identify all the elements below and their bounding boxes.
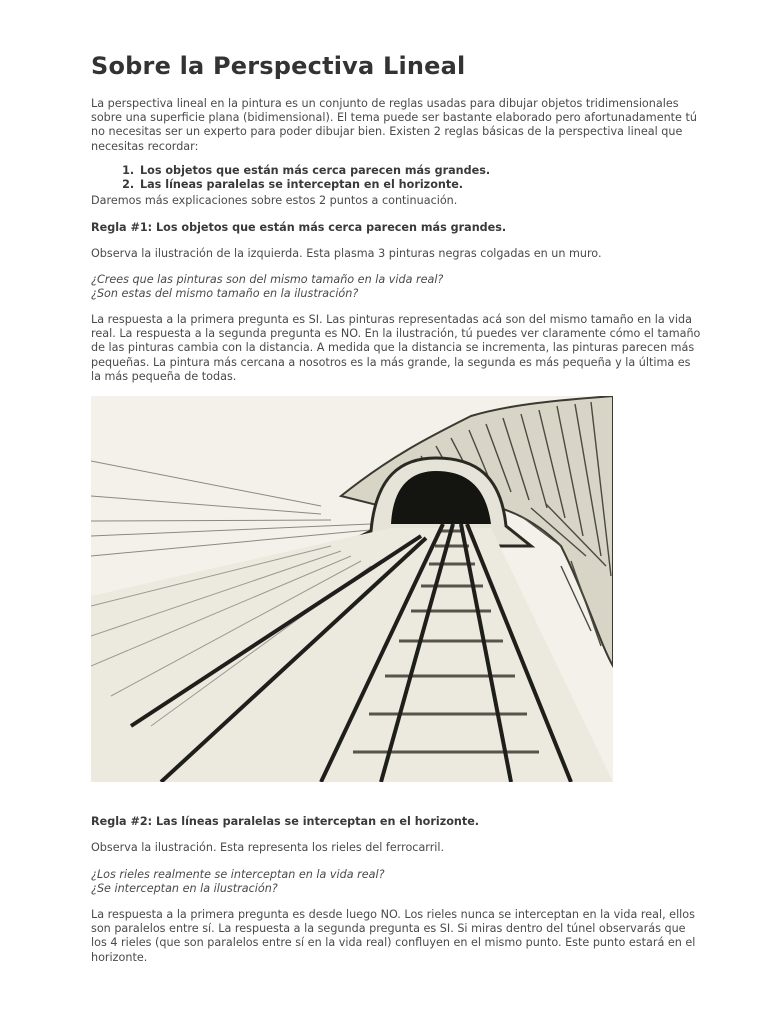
rule2-answer-paragraph: La respuesta a la primera pregunta es desde luego NO. Los rieles nunca se interceptan en la vida real, ellos son paralelos entre sí. La respuesta a la segunda pregunta es SI. Si miras dentro del túnel observarás que los 4 rieles (que son paralelos entre sí en la vida real) confluyen en el mismo punto. Este punto estará en el horizonte. bbox=[91, 908, 696, 964]
rule2-question-1: ¿Los rieles realmente se interceptan en la vida real? bbox=[91, 868, 385, 881]
tunnel-sketch-svg bbox=[91, 396, 613, 782]
rule1-answer-paragraph: La respuesta a la primera pregunta es SI. Las pinturas representadas acá son del mismo tamaño en la vida real. La respuesta a la segunda pregunta es NO. En la ilustración, tú puedes ver claramente cómo el tamaño de las pinturas cambia con la distancia. A medida que la distancia se incrementa, las pinturas parecen más pequeñas. La pintura más cercana a nosotros es la más grande, la segunda es más pequeña y la última es la más pequeña de todas. bbox=[91, 313, 701, 383]
followup-paragraph: Daremos más explicaciones sobre estos 2 puntos a continuación. bbox=[91, 194, 458, 207]
rules-list bbox=[91, 164, 738, 192]
rule2-observe-text: Observa la ilustración. Esta representa los rieles del ferrocarril. bbox=[91, 841, 445, 854]
rule2-heading: Regla #2: Las líneas paralelas se interceptan en el horizonte. bbox=[91, 815, 480, 828]
rule1-heading: Regla #1: Los objetos que están más cerca parecen más grandes. bbox=[91, 221, 507, 234]
railway-tunnel-illustration bbox=[91, 396, 613, 782]
rule-list-item-2: 2. Las líneas paralelas se interceptan en el horizonte. bbox=[138, 178, 738, 192]
rule2-question-2: ¿Se interceptan en la ilustración? bbox=[91, 882, 278, 895]
rule1-question-1: ¿Crees que las pinturas son del mismo tamaño en la vida real? bbox=[91, 273, 444, 286]
rule1-question-2: ¿Son estas del mismo tamaño en la ilustración? bbox=[91, 287, 359, 300]
rule1-observe-text: Observa la ilustración de la izquierda. Esta plasma 3 pinturas negras colgadas en un muro. bbox=[91, 247, 602, 260]
intro-paragraph: La perspectiva lineal en la pintura es un conjunto de reglas usadas para dibujar objetos tridimensionales sobre una superficie plana (bidimensional). El tema puede ser bastante elaborado pero afortunadamente tú no necesitas ser un experto para poder dibujar bien. Existen 2 reglas básicas de la perspectiva lineal que necesitas recordar: bbox=[91, 97, 697, 153]
rule-list-item-1: 1. Los objetos que están más cerca parecen más grandes. bbox=[138, 164, 738, 178]
page-title: Sobre la Perspectiva Lineal bbox=[91, 52, 466, 80]
